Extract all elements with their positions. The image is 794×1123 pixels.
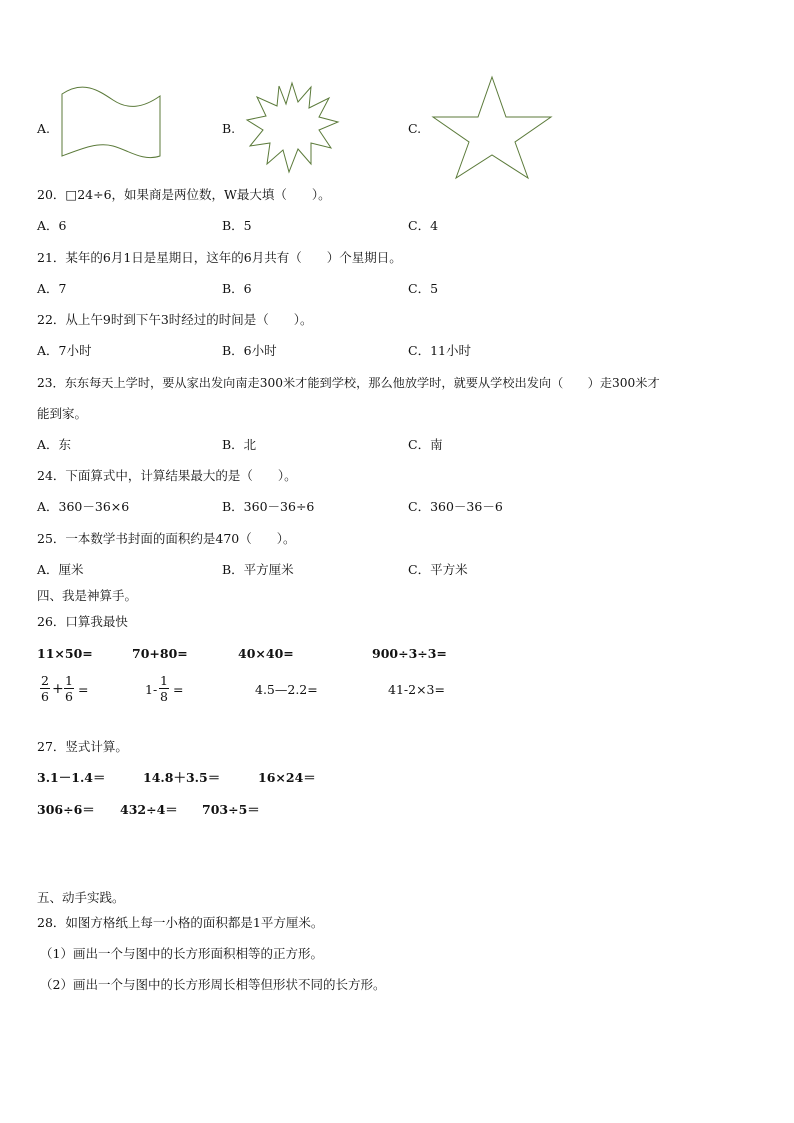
section-4-heading: 四、我是神算手。 xyxy=(37,588,138,603)
q24-option-b: B．360－36÷6 xyxy=(222,499,315,514)
one-minus: 1- xyxy=(145,682,158,697)
option-c-label: C. xyxy=(408,121,422,136)
q25-option-b: B．平方厘米 xyxy=(222,562,294,577)
question-28-stem: 28．如图方格纸上每一小格的面积都是1平方厘米。 xyxy=(37,915,324,930)
option-a-label: A. xyxy=(37,121,51,136)
q26-calc-8: 41-2×3= xyxy=(388,682,445,697)
question-28-part-1: （1）画出一个与图中的长方形面积相等的正方形。 xyxy=(40,946,323,961)
q27-calc-6: 703÷5＝ xyxy=(202,802,260,817)
plus-sign: + xyxy=(52,681,64,697)
q20-option-b: B．5 xyxy=(222,218,252,233)
q26-calc-1: 11×50= xyxy=(37,646,93,661)
q22-option-a: A．7小时 xyxy=(37,343,92,358)
question-22-stem: 22．从上午9时到下午3时经过的时间是（ ）。 xyxy=(37,312,313,327)
q27-calc-2: 14.8＋3.5＝ xyxy=(143,770,221,785)
q20-option-c: C．4 xyxy=(408,218,439,233)
q27-calc-3: 16×24＝ xyxy=(258,770,316,785)
q26-calc-3: 40×40= xyxy=(238,646,294,661)
q21-option-c: C．5 xyxy=(408,281,439,296)
equals-sign-2: = xyxy=(173,682,184,697)
wavy-flag-shape xyxy=(58,86,164,160)
q25-option-a: A．厘米 xyxy=(37,562,84,577)
q24-option-c: C．360－36－6 xyxy=(408,499,503,514)
q27-calc-1: 3.1－1.4＝ xyxy=(37,770,106,785)
five-point-star-shape xyxy=(430,74,554,180)
question-20-stem: 20．□24÷6，如果商是两位数，W最大填（ ）。 xyxy=(37,187,331,202)
question-25-stem: 25．一本数学书封面的面积约是470（ ）。 xyxy=(37,531,296,546)
q23-option-a: A．东 xyxy=(37,437,72,452)
q22-option-c: C．11小时 xyxy=(408,343,471,358)
fraction-one-sixth: 1 6 xyxy=(65,673,73,704)
equals-sign: = xyxy=(78,682,89,697)
q26-calc-4: 900÷3÷3= xyxy=(372,646,447,661)
question-23-stem-line1: 23．东东每天上学时，要从家出发向南走300米才能到学校，那么他放学时，就要从学校出发向（ ）走300米才 xyxy=(37,376,660,390)
section-5-heading: 五、动手实践。 xyxy=(37,890,125,905)
option-b-label: B. xyxy=(222,121,236,136)
q20-option-a: A．6 xyxy=(37,218,67,233)
question-24-stem: 24．下面算式中，计算结果最大的是（ ）。 xyxy=(37,468,297,483)
q25-option-c: C．平方米 xyxy=(408,562,468,577)
question-27-stem: 27．竖式计算。 xyxy=(37,739,128,754)
q24-option-a: A．360－36×6 xyxy=(37,499,130,514)
question-21-stem: 21．某年的6月1日是星期日，这年的6月共有（ ）个星期日。 xyxy=(37,250,402,265)
starburst-shape xyxy=(245,80,340,175)
q22-option-b: B．6小时 xyxy=(222,343,277,358)
question-28-part-2: （2）画出一个与图中的长方形周长相等但形状不同的长方形。 xyxy=(40,977,386,992)
fraction-two-sixths: 2 6 xyxy=(41,673,49,704)
q23-option-c: C．南 xyxy=(408,437,443,452)
question-26-stem: 26．口算我最快 xyxy=(37,614,128,629)
q27-calc-5: 432÷4＝ xyxy=(120,802,178,817)
q21-option-b: B．6 xyxy=(222,281,252,296)
fraction-one-eighth: 1 8 xyxy=(160,673,168,704)
q21-option-a: A．7 xyxy=(37,281,67,296)
q27-calc-4: 306÷6＝ xyxy=(37,802,95,817)
q26-calc-7: 4.5—2.2= xyxy=(255,682,318,697)
question-23-stem-line2: 能到家。 xyxy=(37,406,88,421)
q26-calc-2: 70+80= xyxy=(132,646,188,661)
q23-option-b: B．北 xyxy=(222,437,257,452)
